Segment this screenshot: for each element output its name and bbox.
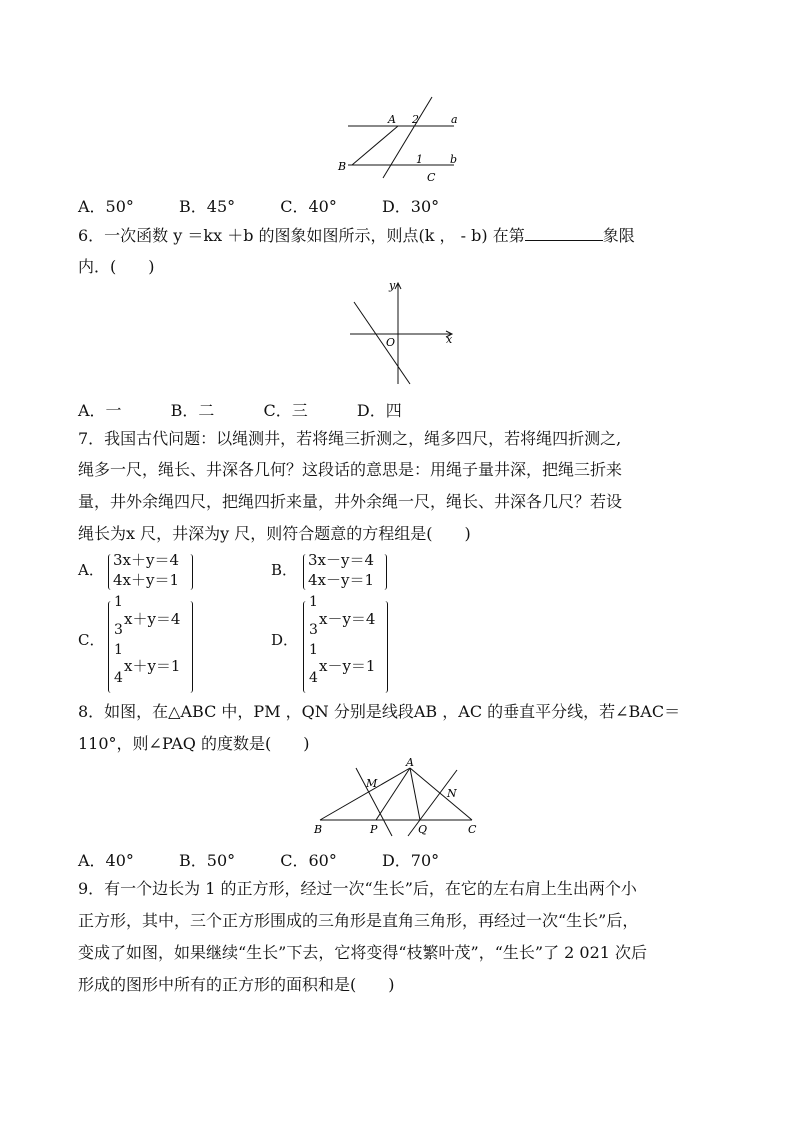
q7-option-c-num2: 1 [114,642,123,658]
q6-option-a[interactable]: A．一 [78,401,122,420]
label-A: A [388,113,396,126]
q7-option-d-num2: 1 [309,642,318,658]
q6-option-b[interactable]: B．二 [170,401,215,420]
q5-option-a[interactable]: A．50° [78,197,134,216]
q6-answer-blank[interactable] [525,226,603,241]
q7-option-b-eq2: 4x－y＝1 [308,571,375,589]
label-O: O [386,336,396,349]
q5-option-b[interactable]: B．45° [179,197,236,216]
transversal-ac [383,97,432,178]
label-y: y [389,280,396,292]
q7-option-c-right-brace [188,601,193,693]
q7-option-a[interactable] [78,549,208,597]
label-C: C [468,823,477,836]
q7-option-d-label: D． [271,631,299,649]
q6-options [78,398,402,421]
parallel-lines-figure [330,92,470,182]
label-P: P [370,823,378,836]
label-Q: Q [418,823,428,836]
q7-option-a-label: A． [78,561,104,579]
q9-line-3: 变成了如图，如果继续“生长”下去，它将变得“枝繁叶茂”，“生长”了 2 021 次后 [78,943,648,962]
label-a: a [451,113,458,126]
q6-option-c[interactable]: C．三 [263,401,308,420]
q7-line-1: 7．我国古代问题：以绳测井，若将绳三折测之，绳多四尺，若将绳四折测之, [78,429,622,448]
q7-option-c-den2: 4 [114,670,123,686]
side-ac [410,768,472,820]
segment-ap [376,768,410,820]
q9-line-4: 形成的图形中所有的正方形的面积和是( ) [78,975,395,994]
q7-option-b-right-brace [382,554,387,590]
label-x: x [446,333,453,346]
q7-option-b-eq1: 3x－y＝4 [308,551,375,569]
q7-option-a-eq2: 4x＋y＝1 [113,571,180,589]
label-M: M [366,777,378,790]
q8-options [78,848,439,871]
q7-option-a-right-brace [188,554,193,590]
segment-ab [352,126,398,165]
q6-line-2: 内．( ) [78,257,155,276]
q9-line-2: 正方形，其中，三个正方形围成的三角形是直角三角形，再经过一次“生长”后， [78,911,639,930]
label-B: B [314,823,323,836]
q7-option-d-num1: 1 [309,594,318,610]
q6-option-d[interactable]: D．四 [356,401,402,420]
q7-option-c[interactable] [78,593,208,697]
q7-line-3: 量，井外余绳四尺，把绳四折来量，井外余绳一尺，绳长、井深各几尺？若设 [78,492,623,511]
label-A: A [406,756,414,769]
function-line [354,302,410,384]
q7-option-d[interactable] [271,593,401,697]
q7-option-a-eq1: 3x＋y＝4 [113,551,180,569]
label-B: B [338,160,347,173]
q7-option-b[interactable] [271,549,401,597]
linear-function-graph [340,280,465,390]
label-C: C [427,171,436,182]
q7-option-d-eq1: x－y＝4 [319,610,376,628]
label-2: 2 [412,113,419,126]
segment-aq [410,768,420,820]
q8-option-b[interactable]: B．50° [179,851,236,870]
label-1: 1 [416,153,423,166]
q7-option-d-left-brace [303,601,308,693]
q7-option-d-eq2: x－y＝1 [319,657,376,675]
q8-option-a[interactable]: A．40° [78,851,134,870]
q8-line-2: 110°，则∠PAQ 的度数是( ) [78,734,310,753]
bisector-qn [408,770,457,836]
label-b: b [450,153,458,166]
q7-option-c-label: C． [78,631,105,649]
side-ab [320,768,410,820]
q5-option-c[interactable]: C．40° [280,197,337,216]
q7-line-4: 绳长为x 尺，井深为y 尺，则符合题意的方程组是( ) [78,524,471,543]
q7-option-c-num1: 1 [114,594,123,610]
label-N: N [447,787,457,800]
q6-text-post: 象限 [602,226,635,245]
q7-line-2: 绳多一尺，绳长、井深各几何？这段话的意思是：用绳子量井深，把绳三折来 [78,460,623,479]
q7-option-c-eq2: x＋y＝1 [124,657,181,675]
q7-option-d-right-brace [383,601,388,693]
q7-option-d-den2: 4 [309,670,318,686]
q5-options [78,194,439,217]
q8-option-d[interactable]: D．70° [381,851,440,870]
q5-option-d[interactable]: D．30° [381,197,440,216]
q6-line-1 [78,226,635,246]
q7-option-c-eq1: x＋y＝4 [124,610,181,628]
q6-text-pre: 6．一次函数 y ＝kx ＋b 的图象如图所示，则点(k ， - b) 在第 [78,226,525,245]
q7-option-b-label: B． [271,561,298,579]
triangle-bisector-figure [310,756,495,838]
q9-line-1: 9．有一个边长为 1 的正方形，经过一次“生长”后，在它的左右肩上生出两个小 [78,879,637,898]
q7-option-c-den1: 3 [114,622,123,638]
q8-line-1: 8．如图，在△ABC 中，PM ，QN 分别是线段AB ，AC 的垂直平分线，若∠BAC＝ [78,702,681,721]
q7-option-d-den1: 3 [309,622,318,638]
q7-option-c-left-brace [108,601,113,693]
q8-option-c[interactable]: C．60° [280,851,337,870]
